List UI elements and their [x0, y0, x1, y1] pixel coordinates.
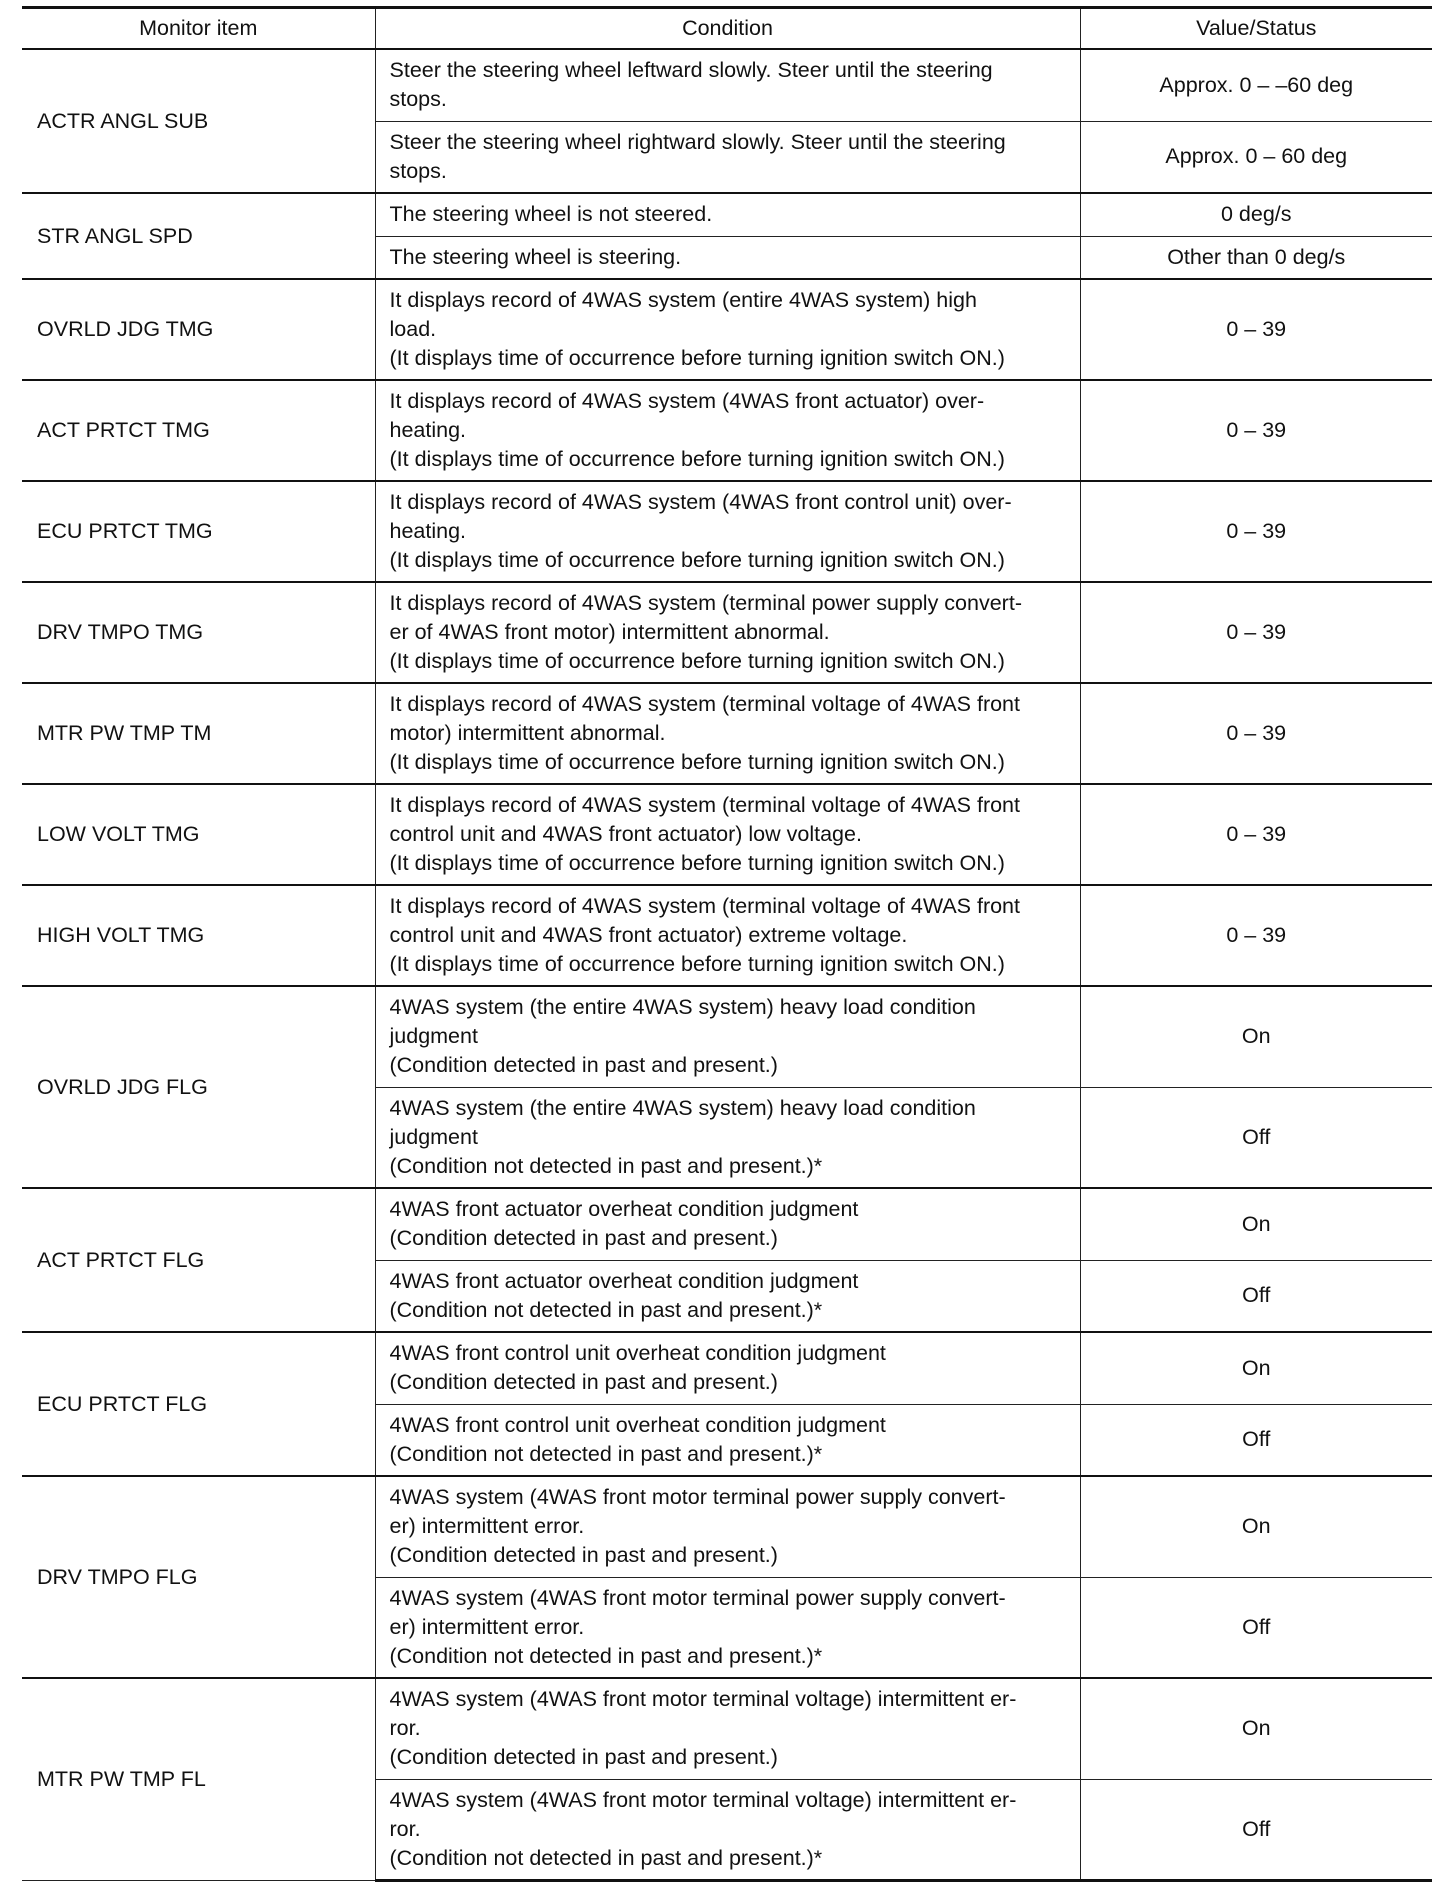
condition-line: 4WAS front control unit overheat condition judgment [389, 1341, 886, 1366]
monitor-item-cell: DRV TMPO TMG [22, 582, 375, 683]
condition-cell [375, 1188, 1080, 1260]
condition-cell [375, 49, 1080, 121]
value-status-cell: 0 – 39 [1080, 885, 1432, 986]
table-row [22, 784, 1432, 885]
condition-line: (It displays time of occurrence before turning ignition switch ON.) [389, 750, 1005, 774]
table-row [22, 193, 1432, 236]
value-status-cell: 0 – 39 [1080, 784, 1432, 885]
table-row [22, 380, 1432, 481]
condition-line: Steer the steering wheel rightward slowly. Steer until the steering [389, 129, 1006, 154]
value-status-cell: Other than 0 deg/s [1080, 236, 1432, 279]
header-value-status: Value/Status [1080, 8, 1432, 50]
condition-line: It displays record of 4WAS system (terminal voltage of 4WAS front [389, 692, 1020, 716]
monitor-item-cell: ECU PRTCT FLG [22, 1332, 375, 1476]
condition-line: er) intermittent error. [389, 1514, 585, 1539]
condition-cell [375, 784, 1080, 885]
monitor-item-cell: ECU PRTCT TMG [22, 481, 375, 582]
condition-cell [375, 193, 1080, 236]
condition-cell [375, 986, 1080, 1087]
condition-cell [375, 1404, 1080, 1476]
condition-line: motor) intermittent abnormal. [389, 721, 666, 745]
condition-line: It displays record of 4WAS system (entire 4WAS system) high [389, 288, 977, 312]
condition-line: (It displays time of occurrence before turning ignition switch ON.) [389, 447, 1005, 471]
value-status-cell: 0 – 39 [1080, 582, 1432, 683]
condition-line: ror. [389, 1716, 421, 1741]
condition-line: stops. [389, 87, 447, 112]
table-body [22, 49, 1432, 1880]
condition-line: 4WAS system (4WAS front motor terminal power supply convert- [389, 1585, 1006, 1610]
value-status-cell: On [1080, 1188, 1432, 1260]
monitor-item-cell: STR ANGL SPD [22, 193, 375, 279]
condition-line: (Condition not detected in past and present.)* [389, 1845, 823, 1870]
condition-line: (Condition detected in past and present.) [389, 1370, 778, 1395]
table-row [22, 49, 1432, 121]
value-status-cell: 0 – 39 [1080, 683, 1432, 784]
condition-line: It displays record of 4WAS system (4WAS front actuator) over- [389, 389, 985, 413]
value-status-cell: 0 – 39 [1080, 481, 1432, 582]
condition-cell [375, 1087, 1080, 1188]
condition-line: 4WAS system (4WAS front motor terminal voltage) intermittent er- [389, 1787, 1017, 1812]
condition-line: 4WAS front actuator overheat condition judgment [389, 1268, 859, 1293]
value-status-cell: 0 – 39 [1080, 279, 1432, 380]
condition-line: 4WAS system (4WAS front motor terminal power supply convert- [389, 1485, 1006, 1510]
table-row [22, 1678, 1432, 1779]
condition-line: ror. [389, 1816, 421, 1841]
condition-line: heating. [389, 519, 467, 543]
table-row [22, 279, 1432, 380]
monitor-item-cell: MTR PW TMP FL [22, 1678, 375, 1880]
condition-line: er) intermittent error. [389, 1614, 585, 1639]
table-row [22, 1332, 1432, 1404]
condition-line: load. [389, 317, 437, 341]
table-row [22, 885, 1432, 986]
condition-line: judgment [389, 1124, 478, 1149]
table-row [22, 683, 1432, 784]
monitor-item-cell: HIGH VOLT TMG [22, 885, 375, 986]
table-row [22, 1476, 1432, 1577]
condition-line: The steering wheel is steering. [389, 244, 682, 269]
monitor-item-cell: MTR PW TMP TM [22, 683, 375, 784]
condition-line: (Condition detected in past and present.) [389, 1745, 778, 1770]
monitor-item-cell: OVRLD JDG FLG [22, 986, 375, 1188]
monitor-item-cell: OVRLD JDG TMG [22, 279, 375, 380]
value-status-cell: Off [1080, 1087, 1432, 1188]
condition-line: er of 4WAS front motor) intermittent abnormal. [389, 620, 830, 644]
condition-line: 4WAS front actuator overheat condition judgment [389, 1197, 859, 1222]
condition-cell [375, 683, 1080, 784]
condition-line: (Condition not detected in past and present.)* [389, 1297, 823, 1322]
value-status-cell: 0 deg/s [1080, 193, 1432, 236]
table-row [22, 582, 1432, 683]
condition-line: (Condition detected in past and present.) [389, 1226, 778, 1251]
table-row [22, 1188, 1432, 1260]
condition-line: 4WAS system (the entire 4WAS system) heavy load condition [389, 1095, 976, 1120]
value-status-cell: Off [1080, 1779, 1432, 1880]
condition-line: control unit and 4WAS front actuator) low voltage. [389, 822, 862, 846]
condition-cell [375, 582, 1080, 683]
value-status-cell: Off [1080, 1260, 1432, 1332]
condition-line: It displays record of 4WAS system (terminal voltage of 4WAS front [389, 793, 1020, 817]
monitor-item-table [22, 6, 1432, 1882]
value-status-cell: Approx. 0 – 60 deg [1080, 121, 1432, 193]
condition-line: 4WAS system (the entire 4WAS system) heavy load condition [389, 995, 976, 1020]
condition-line: (Condition detected in past and present.) [389, 1543, 778, 1568]
header-condition: Condition [375, 8, 1080, 50]
value-status-cell: 0 – 39 [1080, 380, 1432, 481]
value-status-cell: Off [1080, 1404, 1432, 1476]
table-header-row [22, 8, 1432, 50]
condition-line: (Condition not detected in past and present.)* [389, 1441, 823, 1466]
table-row [22, 481, 1432, 582]
monitor-item-cell: ACT PRTCT FLG [22, 1188, 375, 1332]
monitor-item-cell: LOW VOLT TMG [22, 784, 375, 885]
header-monitor-item: Monitor item [22, 8, 375, 50]
condition-line: control unit and 4WAS front actuator) extreme voltage. [389, 923, 908, 947]
condition-line: 4WAS front control unit overheat condition judgment [389, 1412, 886, 1437]
condition-line: (It displays time of occurrence before turning ignition switch ON.) [389, 851, 1005, 875]
condition-line: The steering wheel is not steered. [389, 202, 713, 227]
condition-cell [375, 1678, 1080, 1779]
condition-line: Steer the steering wheel leftward slowly. Steer until the steering [389, 58, 993, 83]
condition-line: It displays record of 4WAS system (terminal power supply convert- [389, 591, 1022, 615]
condition-cell [375, 121, 1080, 193]
condition-line: (It displays time of occurrence before turning ignition switch ON.) [389, 548, 1005, 572]
condition-cell [375, 279, 1080, 380]
value-status-cell: Approx. 0 – –60 deg [1080, 49, 1432, 121]
value-status-cell: On [1080, 1678, 1432, 1779]
condition-line: heating. [389, 418, 467, 442]
condition-cell [375, 1260, 1080, 1332]
condition-line: (Condition not detected in past and present.)* [389, 1153, 823, 1178]
condition-line: (Condition detected in past and present.) [389, 1053, 778, 1078]
monitor-item-cell: ACT PRTCT TMG [22, 380, 375, 481]
monitor-item-cell: ACTR ANGL SUB [22, 49, 375, 193]
condition-line: (It displays time of occurrence before turning ignition switch ON.) [389, 649, 1005, 673]
condition-cell [375, 885, 1080, 986]
value-status-cell: On [1080, 986, 1432, 1087]
monitor-item-cell: DRV TMPO FLG [22, 1476, 375, 1678]
condition-cell [375, 236, 1080, 279]
condition-line: 4WAS system (4WAS front motor terminal voltage) intermittent er- [389, 1687, 1017, 1712]
condition-line: (It displays time of occurrence before turning ignition switch ON.) [389, 952, 1005, 976]
value-status-cell: On [1080, 1332, 1432, 1404]
condition-line: It displays record of 4WAS system (terminal voltage of 4WAS front [389, 894, 1020, 918]
condition-cell [375, 380, 1080, 481]
condition-line: judgment [389, 1024, 478, 1049]
value-status-cell: On [1080, 1476, 1432, 1577]
condition-line: (Condition not detected in past and present.)* [389, 1643, 823, 1668]
condition-line: (It displays time of occurrence before turning ignition switch ON.) [389, 346, 1005, 370]
condition-cell [375, 1577, 1080, 1678]
value-status-cell: Off [1080, 1577, 1432, 1678]
condition-cell [375, 1332, 1080, 1404]
table-row [22, 986, 1432, 1087]
condition-cell [375, 481, 1080, 582]
condition-cell [375, 1476, 1080, 1577]
condition-cell [375, 1779, 1080, 1880]
condition-line: It displays record of 4WAS system (4WAS front control unit) over- [389, 490, 1012, 514]
condition-line: stops. [389, 158, 447, 183]
